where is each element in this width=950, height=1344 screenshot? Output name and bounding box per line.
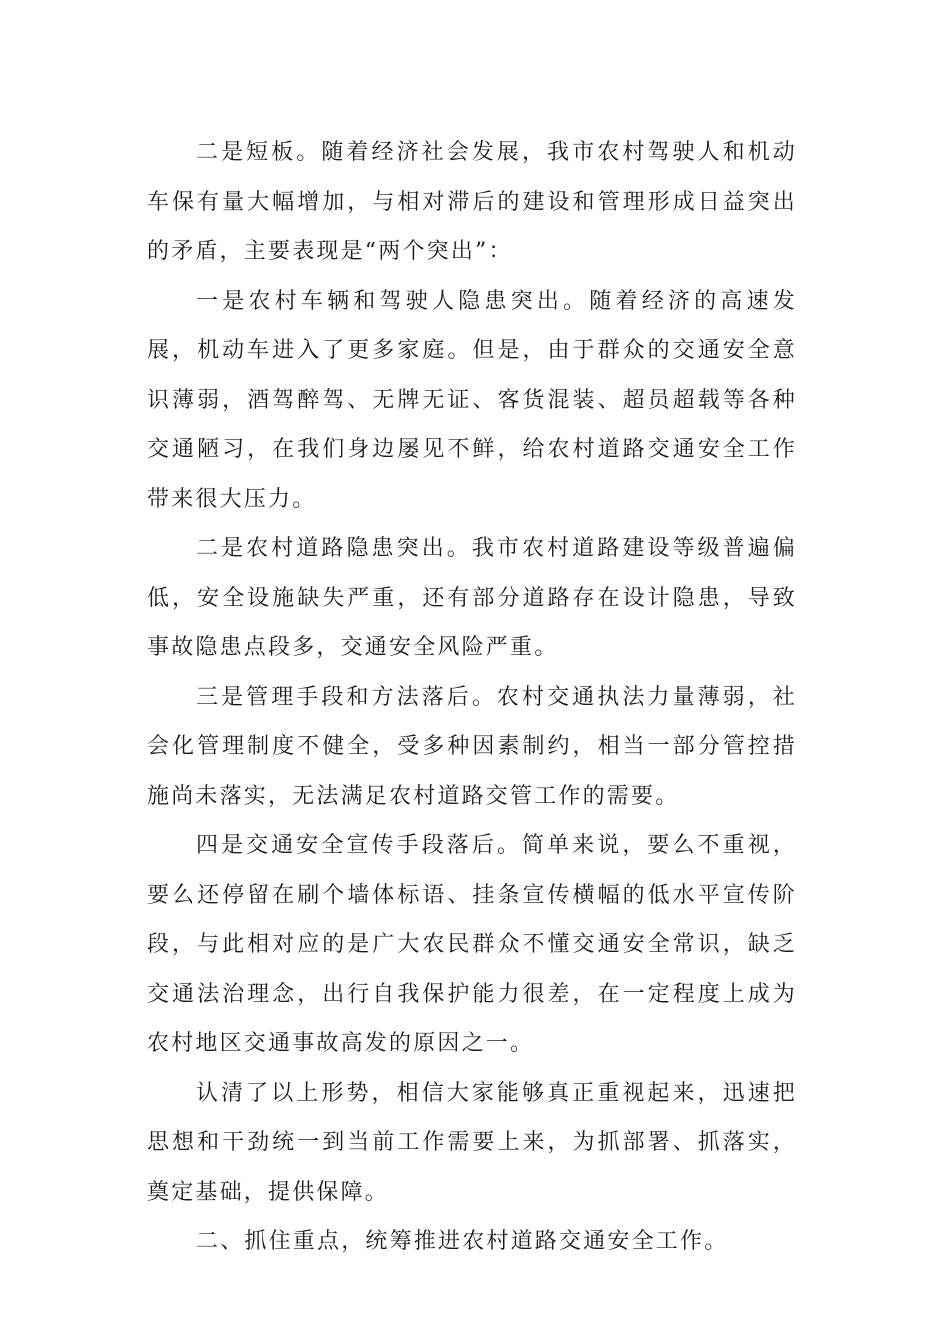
paragraph-vehicle-driver-hazards: 一是农村车辆和驾驶人隐患突出。随着经济的高速发展，机动车进入了更多家庭。但是，由于群众的交通安全意识薄弱，酒驾醉驾、无牌无证、客货混装、超员超载等各种交通陋习，在我们身边屡见不鲜，给农村道路交通安全工作带来很大压力。 xyxy=(147,288,797,512)
document-body xyxy=(147,128,797,1267)
paragraph-publicity-methods: 四是交通安全宣传手段落后。简单来说，要么不重视，要么还停留在刷个墙体标语、挂条宣传横幅的低水平宣传阶段，与此相对应的是广大农民群众不懂交通安全常识，缺乏交通法治理念，出行自我保护能力很差，在一定程度上成为农村地区交通事故高发的原因之一。 xyxy=(147,833,797,1056)
paragraph-recognize-situation: 认清了以上形势，相信大家能够真正重视起来，迅速把思想和干劲统一到当前工作需要上来，为抓部署、抓落实，奠定基础，提供保障。 xyxy=(147,1080,797,1205)
paragraph-management-methods: 三是管理手段和方法落后。农村交通执法力量薄弱，社会化管理制度不健全，受多种因素制约，相当一部分管控措施尚未落实，无法满足农村道路交管工作的需要。 xyxy=(147,684,797,809)
paragraph-shortboard: 二是短板。随着经济社会发展，我市农村驾驶人和机动车保有量大幅增加，与相对滞后的建设和管理形成日益突出的矛盾，主要表现是“两个突出”： xyxy=(147,140,797,264)
paragraph-road-hazards: 二是农村道路隐患突出。我市农村道路建设等级普遍偏低，安全设施缺失严重，还有部分道路存在设计隐患，导致事故隐患点段多，交通安全风险严重。 xyxy=(147,536,797,660)
section-heading-focus-priorities: 二、抓住重点，统筹推进农村道路交通安全工作。 xyxy=(196,1229,729,1254)
